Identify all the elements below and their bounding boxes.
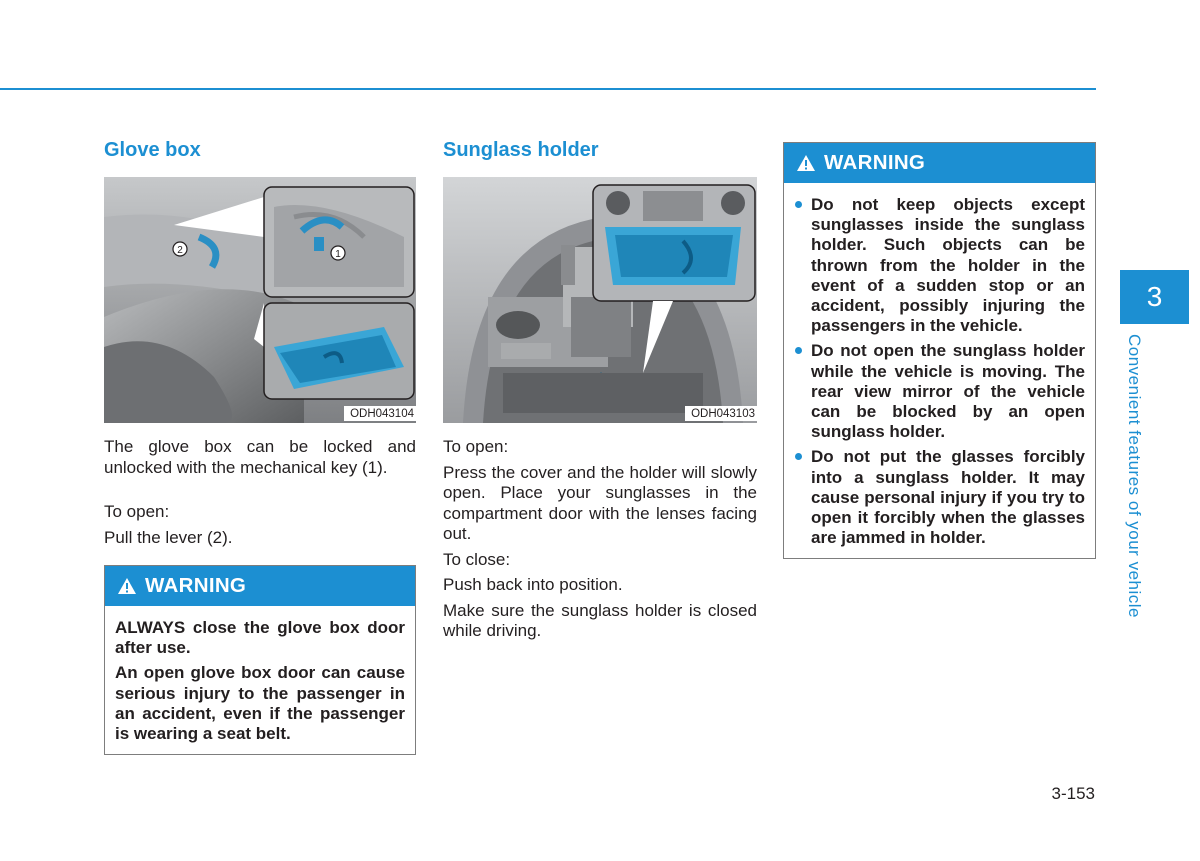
- sunglass-holder-column: [443, 136, 757, 642]
- warning-item: Do not open the sunglass holder while the vehicle is moving. The rear view mirror of the vehicle can be blocked by an open sunglass holder.: [794, 341, 1085, 442]
- warning-header: [784, 143, 1095, 183]
- figure-code: ODH043104: [344, 406, 416, 421]
- chapter-title: Convenient features of your vehicle: [1125, 334, 1144, 618]
- glove-box-drawing: [104, 177, 416, 423]
- to-open-label: To open:: [104, 502, 170, 521]
- sunglass-warning: [783, 142, 1096, 559]
- warning-title: WARNING: [824, 151, 926, 174]
- warning-list: [794, 195, 1085, 548]
- callout-1: 1: [335, 249, 341, 260]
- warning-item: Do not put the glasses forcibly into a sunglass holder. It may cause personal injury if you try to open it forcibly when the glasses are jammed in holder.: [794, 447, 1085, 548]
- warning-title: WARNING: [145, 574, 247, 597]
- driving-note: Make sure the sunglass holder is closed while driving.: [443, 600, 757, 640]
- page-number: 3-153: [1051, 784, 1095, 803]
- glove-box-heading: Glove box: [104, 139, 201, 161]
- glove-box-illustration: [104, 177, 416, 423]
- glove-box-paragraph: The glove box can be locked and unlocked with the mechanical key (1).: [104, 437, 416, 477]
- warning-body: [105, 606, 415, 754]
- warning-body: [784, 183, 1095, 558]
- sunglass-holder-heading: Sunglass holder: [443, 139, 599, 161]
- pull-lever-text: Pull the lever (2).: [104, 527, 233, 547]
- warning-triangle-icon: [117, 577, 137, 595]
- chapter-tab: 3: [1120, 270, 1189, 324]
- figure-code: ODH043103: [685, 406, 757, 421]
- warning-header: [105, 566, 415, 606]
- sunglass-holder-drawing: [443, 177, 757, 423]
- to-open-label: To open:: [443, 437, 509, 456]
- top-rule: [0, 88, 1096, 90]
- warning-text-1: ALWAYS close the glove box door after use.: [115, 618, 405, 658]
- warning-item: Do not keep objects except sunglasses inside the sunglass holder. Such objects can be thrown from the holder in the event of a sudden stop or an accident, possibly injuring the passengers in the vehicle.: [794, 195, 1085, 336]
- sunglass-holder-illustration: [443, 177, 757, 423]
- warning-text-2: An open glove box door can cause serious injury to the passenger in an accident, even if the passenger is wearing a seat belt.: [115, 663, 405, 744]
- callout-2: 2: [177, 245, 183, 256]
- sunglass-warning-column: [783, 142, 1096, 559]
- open-instructions: Press the cover and the holder will slowly open. Place your sunglasses in the compartment door with the lenses facing out.: [443, 462, 757, 543]
- to-close-label: To close:: [443, 549, 511, 569]
- glove-box-warning: [104, 565, 416, 755]
- close-instructions: Push back into position.: [443, 575, 623, 594]
- glove-box-column: [104, 136, 416, 755]
- warning-triangle-icon: [796, 154, 816, 172]
